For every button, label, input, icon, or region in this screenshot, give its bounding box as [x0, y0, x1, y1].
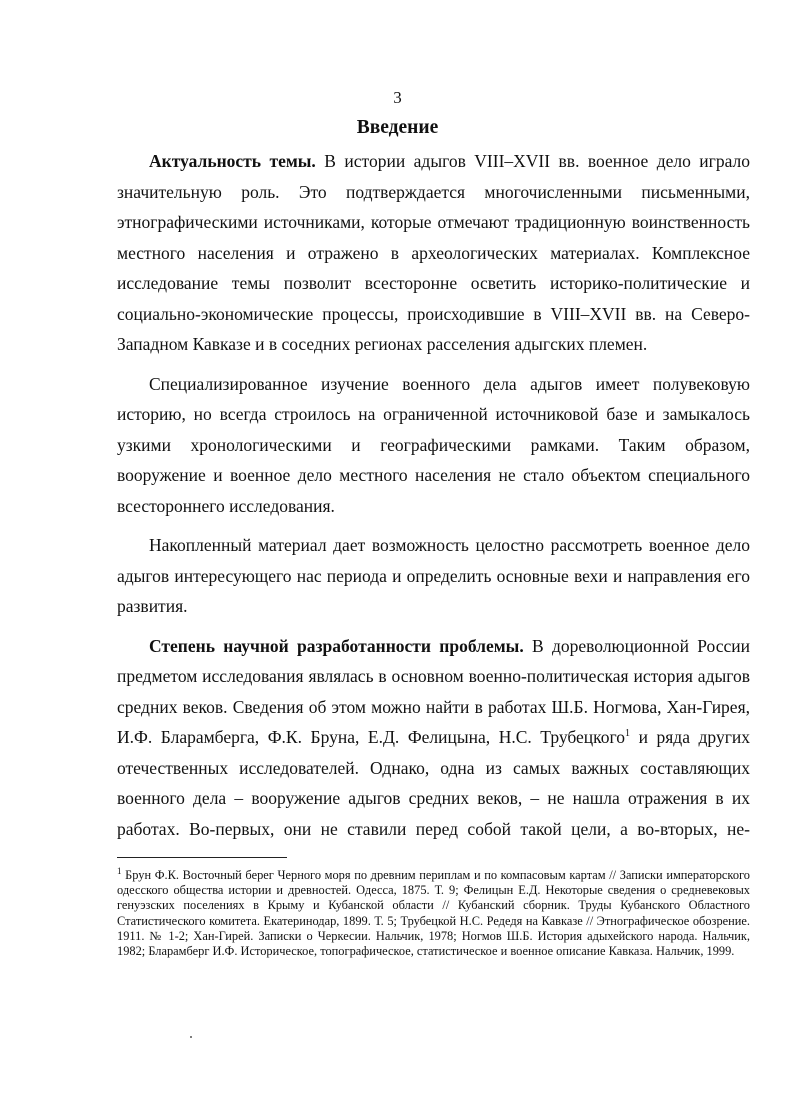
paragraph-accumulated-material	[117, 530, 750, 622]
paragraph-text: и ряда других отечественных исследователей. Однако, одна из самых важных составляющих военного дела – вооружение адыгов средних веков, – не нашла отражения в их работах. Во-первых, они не ставили перед собой такой цели, а во-вторых, не-	[117, 727, 750, 839]
paragraph-text: В истории адыгов VIII–XVII вв. военное дело играло значительную роль. Это подтверждается многочисленными письменными, этнографическими источниками, которые отмечают традиционную воинственность местного населения и отражено в археологических материалах. Комплексное исследование темы позволит всесторонне осветить историко-политические и социально-экономические процессы, происходившие в VIII–XVII вв. на Северо-Западном Кавказе и в соседних регионах расселения адыгских племен.	[117, 151, 751, 354]
footnote-reference[interactable]: 1	[625, 728, 631, 740]
paragraph-text: Накопленный материал дает возможность целостно рассмотреть военное дело адыгов интересующего нас периода и определить основные вехи и направления его развития.	[117, 535, 750, 616]
scan-speck	[190, 1036, 192, 1038]
footnote-divider	[117, 857, 287, 858]
paragraph-lead: Степень научной разработанности проблемы.	[149, 635, 524, 656]
page-number: 3	[393, 88, 402, 107]
paragraph-lead: Актуальность темы.	[149, 151, 316, 171]
paragraph-relevance	[117, 146, 750, 360]
section-heading: Введение	[356, 117, 439, 138]
footnote-text: Брун Ф.К. Восточный берег Черного моря по древним периплам и по компасовым картам // Записки императорского одесского общества истории и древностей. Одесса, 1875. Т. 9; Фелицын Е.Д. Некоторые сведения о средневековых генуэзских поселениях в Крыму и Кубанской области // Кубанский сборник. Труды Кубанского Областного Статистического комитета. Екатеринодар, 1899. Т. 5; Трубецкой Н.С. Редедя на Кавказе // Этнографическое обозрение. 1911. № 1-2; Хан-Гирей. Записки о Черкесии. Нальчик, 1978; Ногмов Ш.Б. История адыхейского народа. Нальчик, 1982; Бларамберг И.Ф. Историческое, топографическое, статистическое и военное описание Кавказа. Нальчик, 1999.	[117, 868, 750, 959]
paragraph-specialized-study	[117, 369, 750, 522]
paragraph-research-degree	[117, 631, 750, 845]
body-text	[117, 146, 750, 844]
footnote	[117, 865, 750, 959]
paragraph-text: Специализированное изучение военного дела адыгов имеет полувековую историю, но всегда строилось на ограниченной источниковой базе и замыкалось узкими хронологическими и географическими рамками. Таким образом, вооружение и военное дело местного населения не стало объектом специального всестороннего исследования.	[117, 373, 750, 516]
paragraph-text: В дореволюционной России предметом исследования являлась в основном военно-политическая история адыгов средних веков. Сведения об этом можно найти в работах Ш.Б. Ногмова, Хан-Гирея, И.Ф. Бларамберга, Ф.К. Бруна, Е.Д. Фелицына, Н.С. Трубецкого	[117, 635, 750, 747]
footnote-mark: 1	[117, 865, 122, 876]
footnote-entry	[117, 865, 750, 959]
